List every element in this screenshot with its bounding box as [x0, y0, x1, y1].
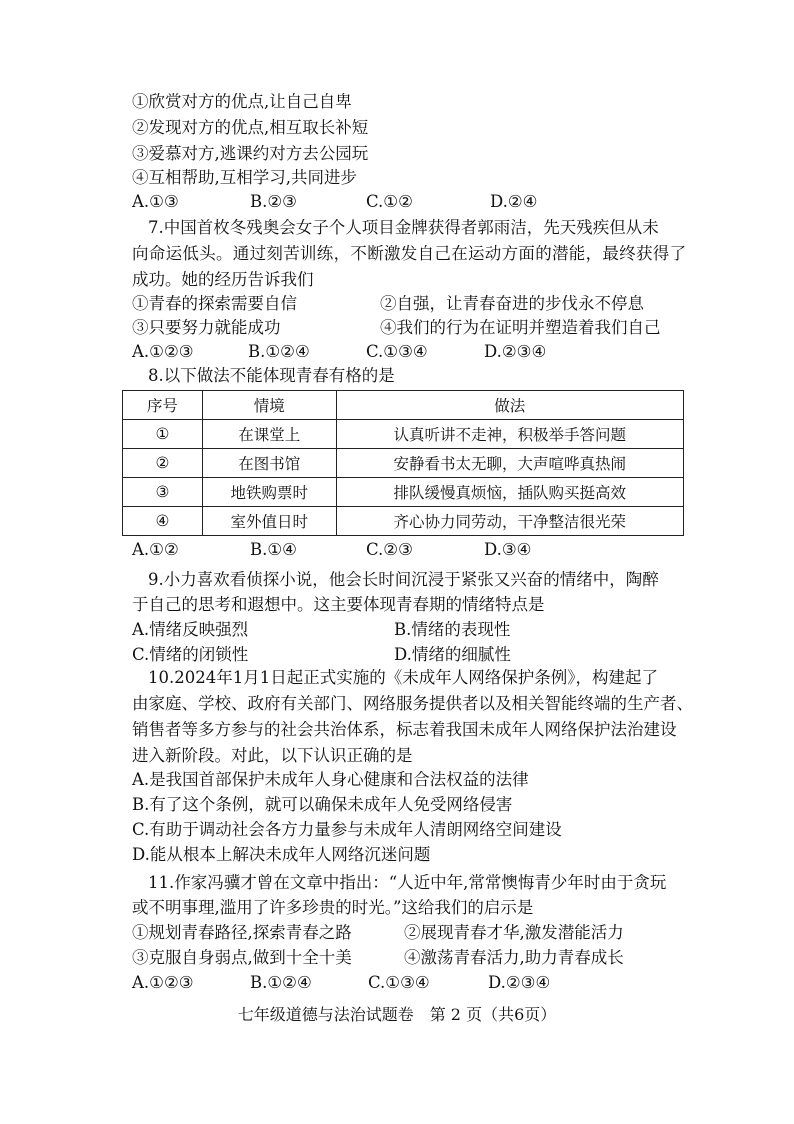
- page-footer: 七年级道德与法治试题卷 第 2 页（共6页）: [237, 1005, 557, 1024]
- q11-items-row-2: [132, 946, 624, 970]
- table-header-number: 序号: [123, 391, 203, 420]
- q10-stem-line-1: 10.2024年1月1日起正式实施的《未成年人网络保护条例》，构建起了: [148, 668, 658, 687]
- table-header-action: 做法: [336, 391, 683, 420]
- q11-option-d: D.②③④: [488, 973, 551, 992]
- table-row: [123, 478, 684, 507]
- q10-option-b: B.有了这个条例，就可以确保未成年人免受网络侵害: [132, 795, 513, 814]
- table-header-situation: 情境: [202, 391, 336, 420]
- q10-option-a: A.是我国首部保护未成年人身心健康和合法权益的法律: [132, 770, 529, 789]
- q7-item-1: ①青春的探索需要自信: [132, 294, 297, 313]
- table-cell: ③: [123, 478, 203, 507]
- q9-option-d: D.情绪的细腻性: [394, 645, 511, 664]
- q6-option-a: A.①③: [132, 192, 179, 211]
- q6-item-1: ①欣赏对方的优点,让自己自卑: [132, 92, 352, 111]
- q6-item-4: ④互相帮助,互相学习,共同进步: [132, 168, 357, 187]
- table-cell: ②: [123, 449, 203, 478]
- q9-options-row-2: [132, 643, 511, 667]
- q11-item-2: ②展现青春才华,激发潜能活力: [404, 923, 624, 942]
- table-cell: 安静看书太无聊，大声喧哗真热闹: [336, 449, 683, 478]
- q7-option-c: C.①③④: [366, 342, 428, 361]
- q7-item-2: ②自强，让青春奋进的步伐永不停息: [380, 294, 644, 313]
- q11-option-a: A.①②③: [132, 973, 194, 992]
- q10-stem-line-4: 进入新阶段。对此，以下认识正确的是: [132, 746, 413, 765]
- q6-options: [132, 190, 537, 214]
- table-cell: ①: [123, 420, 203, 449]
- q11-options: [132, 971, 550, 995]
- q6-item-3: ③爱慕对方,逃课约对方去公园玩: [132, 144, 369, 163]
- q8-option-b: B.①④: [250, 540, 297, 559]
- q8-table: [122, 390, 684, 536]
- q7-stem-line-3: 成功。她的经历告诉我们: [132, 270, 314, 289]
- q9-stem-line-2: 于自己的思考和遐想中。这主要体现青春期的情绪特点是: [132, 595, 545, 614]
- table-row: [123, 420, 684, 449]
- table-cell: 齐心协力同劳动，干净整洁很光荣: [336, 507, 683, 536]
- table-cell: 在图书馆: [202, 449, 336, 478]
- q8-stem: 8.以下做法不能体现青春有格的是: [148, 366, 395, 385]
- q7-stem-line-2: 向命运低头。通过刻苦训练，不断激发自己在运动方面的潜能，最终获得了: [132, 244, 687, 263]
- q11-stem-line-1: 11.作家冯骥才曾在文章中指出：“人近中年,常常懊悔青少年时由于贪玩: [148, 873, 667, 892]
- q7-option-a: A.①②③: [132, 342, 194, 361]
- q11-stem-line-2: 或不明事理,滥用了许多珍贵的时光。”这给我们的启示是: [132, 898, 534, 917]
- q6-option-b: B.②③: [250, 192, 297, 211]
- q10-option-d: D.能从根本上解决未成年人网络沉迷问题: [132, 845, 431, 864]
- table-cell: 排队缓慢真烦恼，插队购买挺高效: [336, 478, 683, 507]
- q7-stem-line-1: 7.中国首枚冬残奥会女子个人项目金牌获得者郭雨洁，先天残疾但从未: [148, 218, 659, 237]
- q10-stem-line-3: 销售者等多方参与的社会共治体系，标志着我国未成年人网络保护法治建设: [132, 720, 677, 739]
- table-row: [123, 449, 684, 478]
- table-cell: 在课堂上: [202, 420, 336, 449]
- q7-option-d: D.②③④: [484, 342, 547, 361]
- table-cell: 认真听讲不走神，积极举手答问题: [336, 420, 683, 449]
- q9-option-c: C.情绪的闭锁性: [132, 645, 249, 664]
- q9-options-row-1: [132, 618, 510, 642]
- table-cell: ④: [123, 507, 203, 536]
- q8-option-a: A.①②: [132, 540, 179, 559]
- q9-option-b: B.情绪的表现性: [394, 620, 511, 639]
- q6-option-d: D.②④: [490, 192, 538, 211]
- q9-option-a: A.情绪反映强烈: [132, 620, 249, 639]
- q7-items-row-2: [132, 316, 661, 340]
- q6-option-c: C.①②: [366, 192, 413, 211]
- q7-items-row-1: [132, 292, 644, 316]
- q10-option-c: C.有助于调动社会各方力量参与未成年人清朗网络空间建设: [132, 820, 562, 839]
- q7-option-b: B.①②④: [248, 342, 310, 361]
- q11-items-row-1: [132, 921, 624, 945]
- q8-option-c: C.②③: [366, 540, 413, 559]
- q9-stem-line-1: 9.小力喜欢看侦探小说，他会长时间沉浸于紧张又兴奋的情绪中，陶醉: [148, 570, 659, 589]
- table-cell: 地铁购票时: [202, 478, 336, 507]
- table-header-row: [123, 391, 684, 420]
- q8-option-d: D.③④: [484, 540, 532, 559]
- q10-stem-line-2: 由家庭、学校、政府有关部门、网络服务提供者以及相关智能终端的生产者、: [132, 694, 693, 713]
- table-cell: 室外值日时: [202, 507, 336, 536]
- table-row: [123, 507, 684, 536]
- q11-option-c: C.①③④: [368, 973, 430, 992]
- q6-item-2: ②发现对方的优点,相互取长补短: [132, 118, 369, 137]
- q7-item-4: ④我们的行为在证明并塑造着我们自己: [380, 318, 661, 337]
- q7-options: [132, 340, 546, 364]
- q11-item-4: ④激荡青春活力,助力青春成长: [404, 948, 624, 967]
- q8-options: [132, 538, 531, 562]
- q11-item-1: ①规划青春路径,探索青春之路: [132, 923, 352, 942]
- q11-item-3: ③克服自身弱点,做到十全十美: [132, 948, 352, 967]
- q7-item-3: ③只要努力就能成功: [132, 318, 281, 337]
- q11-option-b: B.①②④: [250, 973, 312, 992]
